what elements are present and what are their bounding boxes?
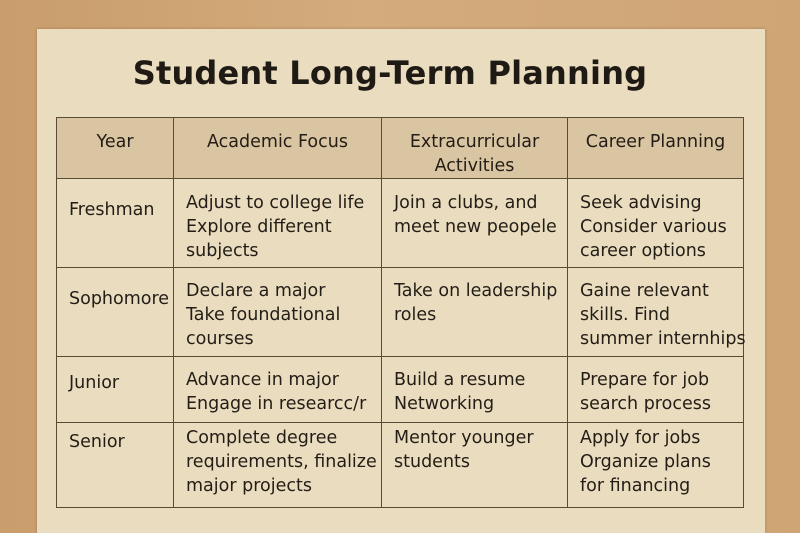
academic-cell: Declare a major Take foundational courses	[174, 268, 382, 357]
page-title: Student Long-Term Planning	[132, 54, 648, 92]
career-cell: Gaine relevant skills. Find summer internhips	[568, 268, 744, 357]
header-extracurricular-activities: Extracurricular Activities	[382, 118, 568, 179]
year-cell: Freshman	[57, 179, 174, 268]
table-row-freshman	[57, 179, 744, 268]
year-cell: Senior	[57, 423, 174, 508]
header-row	[57, 118, 744, 179]
extracurricular-cell: Join a clubs, and meet new peopele	[382, 179, 568, 268]
academic-cell: Advance in major Engage in researcc/r	[174, 357, 382, 423]
table-row-senior	[57, 423, 744, 508]
career-cell: Prepare for job search process	[568, 357, 744, 423]
table-row-junior	[57, 357, 744, 423]
header-academic-focus: Academic Focus	[174, 118, 382, 179]
extracurricular-cell: Mentor younger students	[382, 423, 568, 508]
year-cell: Junior	[57, 357, 174, 423]
career-cell: Apply for jobs Organize plans for financing	[568, 423, 744, 508]
table-row-sophomore	[57, 268, 744, 357]
header-career-planning: Career Planning	[568, 118, 744, 179]
academic-cell: Complete degree requirements, finalize major projects	[174, 423, 382, 508]
career-cell: Seek advising Consider various career options	[568, 179, 744, 268]
extracurricular-cell: Build a resume Networking	[382, 357, 568, 423]
header-year: Year	[57, 118, 174, 179]
year-cell: Sophomore	[57, 268, 174, 357]
academic-cell: Adjust to college life Explore different subjects	[174, 179, 382, 268]
extracurricular-cell: Take on leadership roles	[382, 268, 568, 357]
planning-table	[56, 117, 744, 508]
